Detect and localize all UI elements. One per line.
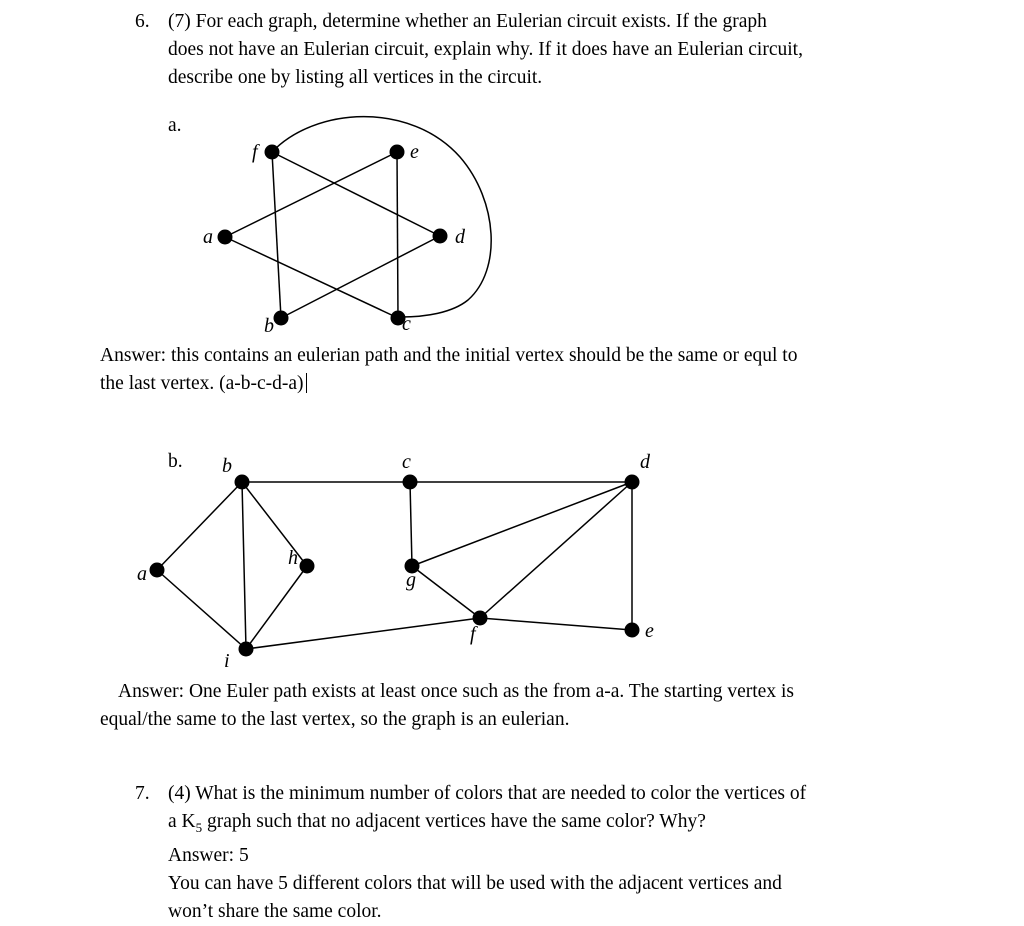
vertex-label-h: h	[288, 547, 298, 569]
vertex-label-a: a	[137, 563, 147, 585]
q7-answer: Answer: 5	[168, 844, 249, 866]
vertex-label-e: e	[410, 141, 419, 163]
vertex-label-d: d	[455, 226, 465, 248]
vertex-label-b: b	[222, 455, 232, 477]
q7-line4: You can have 5 different colors that will be used with the adjacent vertices and	[168, 872, 782, 894]
part-b-label: b.	[168, 451, 183, 472]
vertex-label-f: f	[470, 623, 476, 645]
vertex-label-e: e	[645, 620, 654, 642]
vertex-label-d: d	[640, 451, 650, 473]
vertex-label-c: c	[402, 313, 411, 335]
graph-b-figure	[120, 450, 690, 680]
part-a-label: a.	[168, 115, 182, 136]
vertex-label-b: b	[264, 315, 274, 337]
q7-number: 7.	[135, 783, 150, 804]
vertex-label-i: i	[224, 650, 230, 672]
answer-a-line1: Answer: this contains an eulerian path and the initial vertex should be the same or equl to	[100, 345, 798, 366]
vertex-label-a: a	[203, 226, 213, 248]
vertex-label-f: f	[252, 141, 258, 163]
q7-line1: (4) What is the minimum number of colors that are needed to color the vertices of	[168, 783, 807, 804]
answer-a-line2: the last vertex. (a-b-c-d-a)	[100, 370, 797, 398]
answer-b-line2: equal/the same to the last vertex, so the graph is an eulerian.	[100, 709, 570, 730]
vertex-label-g: g	[406, 569, 416, 591]
q7-text	[168, 780, 806, 926]
text-cursor	[306, 373, 308, 393]
q6-number: 6.	[135, 11, 150, 32]
answer-b	[100, 678, 794, 734]
q6-text: (7) For each graph, determine whether an Eulerian circuit exists. If the graph does not have an Eulerian circuit, explain why. If it does have an Eulerian circuit, describe one by listing all vertices in the circuit.	[168, 11, 803, 88]
k5-subscript: 5	[195, 819, 203, 835]
graph-a-figure	[150, 95, 550, 350]
q7-line2: a $K_5$ graph such that no adjacent vertices have the same color? Why?	[168, 811, 706, 835]
answer-b-line1: Answer: One Euler path exists at least once such as the from a-a. The starting vertex is	[118, 681, 794, 702]
q7-line5: won’t share the same color.	[168, 900, 382, 922]
answer-a	[100, 342, 797, 398]
vertex-label-c: c	[402, 451, 411, 473]
